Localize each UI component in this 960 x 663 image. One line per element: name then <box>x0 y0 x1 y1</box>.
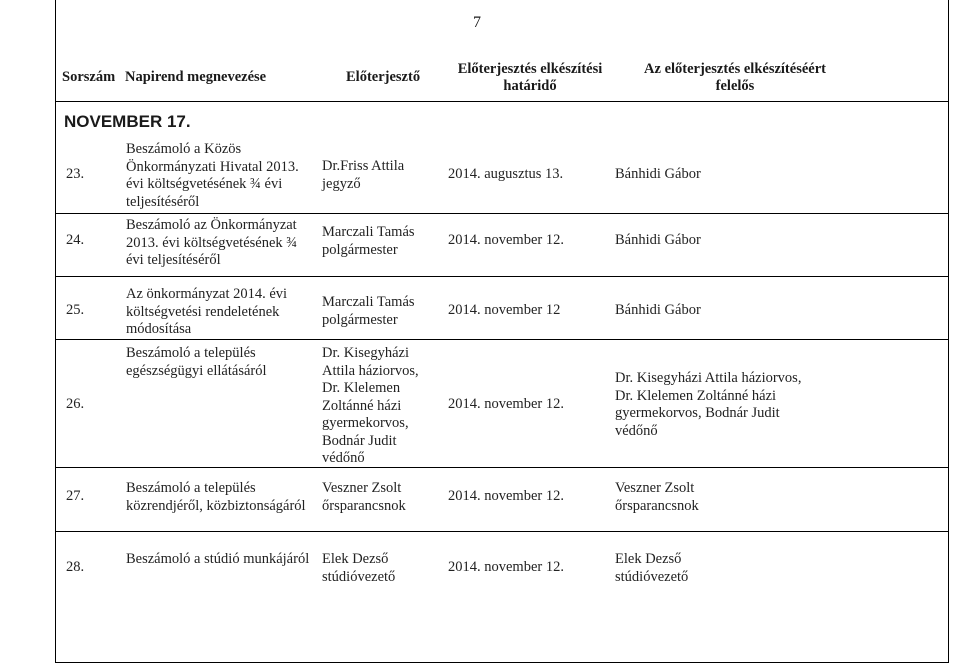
row-divider <box>55 339 949 340</box>
row-deadline: 2014. augusztus 13. <box>448 166 564 182</box>
row-responsible <box>615 370 801 440</box>
row-responsible <box>615 302 701 320</box>
row-responsible-line: Bánhidi Gábor <box>615 166 701 182</box>
row-responsible-line: stúdióvezető <box>615 568 689 585</box>
row-topic-line: közrendjéről, közbiztonságáról <box>126 497 306 514</box>
row-responsible-line: védőnő <box>615 422 658 439</box>
row-presenter-line: Marczali Tamás <box>322 294 415 310</box>
header-responsible-line1: Az előterjesztés elkészítéséért <box>644 61 826 77</box>
row-topic-line: költségvetési rendeletének <box>126 303 280 320</box>
row-presenter-line: jegyző <box>322 175 361 192</box>
row-topic-line: Beszámoló a település <box>126 480 256 496</box>
header-deadline <box>450 61 610 95</box>
row-responsible-line: Elek Dezső <box>615 551 682 567</box>
row-presenter <box>322 345 419 468</box>
row-number: 23. <box>66 166 85 182</box>
row-presenter <box>322 480 406 515</box>
row-topic <box>126 141 299 211</box>
row-topic-line: módosítása <box>126 321 192 337</box>
row-topic-line: Beszámoló az Önkormányzat <box>126 217 297 233</box>
row-topic-line: teljesítéséről <box>126 193 200 210</box>
row-presenter-line: Marczali Tamás <box>322 224 415 240</box>
header-divider <box>55 101 949 102</box>
row-number: 27. <box>66 488 85 504</box>
page-number: 7 <box>473 14 481 31</box>
row-divider <box>55 276 949 277</box>
row-responsible-line: őrsparancsnok <box>615 497 699 514</box>
row-responsible-line: gyermekorvos, Bodnár Judit <box>615 405 780 421</box>
row-presenter-line: Attila háziorvos, <box>322 362 419 379</box>
row-presenter-line: Elek Dezső <box>322 551 389 567</box>
row-topic-line: Önkormányzati Hivatal 2013. <box>126 158 299 175</box>
row-deadline: 2014. november 12 <box>448 302 561 318</box>
header-num: Sorszám <box>62 69 116 85</box>
row-responsible <box>615 232 701 250</box>
header-topic: Napirend megnevezése <box>125 69 267 85</box>
row-presenter-line: polgármester <box>322 241 398 258</box>
row-topic-line: Beszámoló a Közös <box>126 141 242 157</box>
header-deadline-line1: Előterjesztés elkészítési <box>457 61 603 77</box>
row-topic <box>126 345 267 380</box>
row-number: 24. <box>66 232 85 248</box>
row-topic-line: évi teljesítéséről <box>126 252 221 268</box>
row-presenter-line: őrsparancsnok <box>322 497 406 514</box>
row-responsible <box>615 480 699 515</box>
row-divider <box>55 213 949 214</box>
row-presenter-line: védőnő <box>322 450 365 466</box>
row-topic-line: Beszámoló a település <box>126 345 256 361</box>
row-topic <box>126 551 309 569</box>
row-deadline: 2014. november 12. <box>448 559 564 575</box>
row-presenter <box>322 158 404 193</box>
row-presenter-line: Veszner Zsolt <box>322 480 402 496</box>
row-presenter-line: Dr.Friss Attila <box>322 158 405 174</box>
row-presenter-line: Zoltánné házi <box>322 397 402 414</box>
row-responsible-line: Dr. Klelemen Zoltánné házi <box>615 387 777 404</box>
row-number: 26. <box>66 396 85 412</box>
row-deadline: 2014. november 12. <box>448 396 564 412</box>
row-presenter-line: polgármester <box>322 311 398 328</box>
row-presenter-line: Dr. Klelemen <box>322 380 401 396</box>
row-topic <box>126 286 287 339</box>
row-responsible-line: Bánhidi Gábor <box>615 302 701 318</box>
row-responsible <box>615 166 701 184</box>
row-topic <box>126 217 297 270</box>
row-responsible-line: Dr. Kisegyházi Attila háziorvos, <box>615 370 802 386</box>
row-responsible <box>615 551 688 586</box>
row-topic-line: 2013. évi költségvetésének ¾ <box>126 234 298 251</box>
row-presenter-line: Bodnár Judit <box>322 432 397 449</box>
row-presenter-line: Dr. Kisegyházi <box>322 345 409 361</box>
row-presenter-line: gyermekorvos, <box>322 415 409 431</box>
header-responsible-line2: felelős <box>715 78 755 94</box>
row-deadline: 2014. november 12. <box>448 232 564 248</box>
row-topic-line: egészségügyi ellátásáról <box>126 362 267 379</box>
header-deadline-line2: határidő <box>503 78 557 94</box>
row-responsible-line: Veszner Zsolt <box>615 480 695 496</box>
row-topic <box>126 480 306 515</box>
row-presenter-line: stúdióvezető <box>322 568 396 585</box>
section-title: NOVEMBER 17. <box>64 112 191 131</box>
row-responsible-line: Bánhidi Gábor <box>615 232 701 248</box>
row-topic-line: Az önkormányzat 2014. évi <box>126 286 288 302</box>
row-divider <box>55 531 949 532</box>
row-number: 28. <box>66 559 85 575</box>
row-number: 25. <box>66 302 85 318</box>
row-presenter <box>322 224 415 259</box>
row-presenter <box>322 551 395 586</box>
row-topic-line: Beszámoló a stúdió munkájáról <box>126 551 310 567</box>
header-presenter: Előterjesztő <box>346 69 421 85</box>
row-topic-line: évi költségvetésének ¾ évi <box>126 176 283 192</box>
row-presenter <box>322 294 415 329</box>
header-responsible <box>615 61 855 95</box>
row-deadline: 2014. november 12. <box>448 488 564 504</box>
row-divider <box>55 467 949 468</box>
